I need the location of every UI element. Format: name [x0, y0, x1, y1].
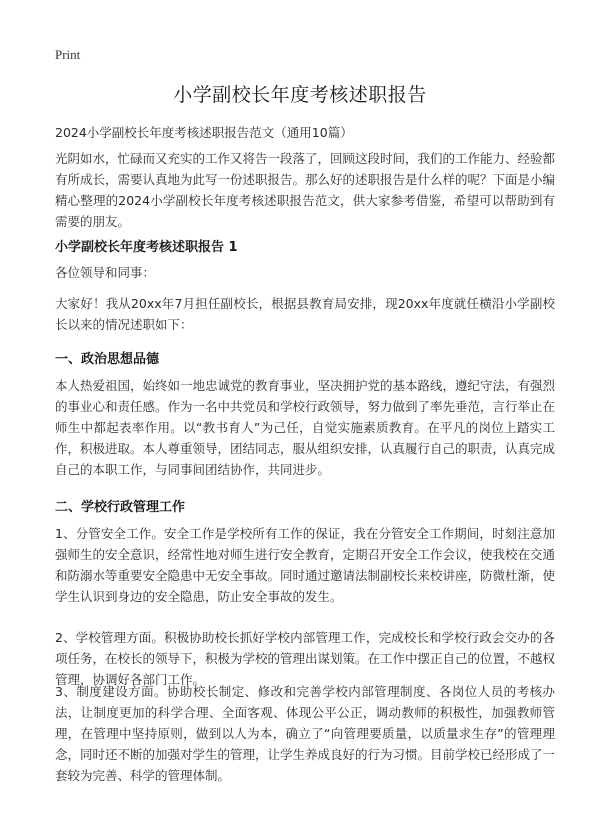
- section-heading-administration: 二、学校行政管理工作: [55, 500, 186, 515]
- list-item: 3、制度建设方面。协助校长制定、修改和完善学校内部管理制度、各岗位人员的考核办法，让制度更加的科学合理、全面客观、体现公平公正，调动教师的积极性，加强教师管理，在管理中坚持原则，做到以人为本，确立了“向管理要质量，以质量求生存”的管理理念，同时还不断的加强对学生的管理，让学生养成良好的行为习惯。目前学校已经形成了一套较为完善、科学的管理体制。: [55, 684, 556, 783]
- section-heading-politics: 一、政治思想品德: [55, 352, 160, 367]
- opening-paragraph: 大家好！我从20xx年7月担任副校长，根据县教育局安排，现20xx年度就任横沿小学副校长以来的情况述职如下：: [55, 296, 555, 332]
- list-item: 1、分管安全工作。安全工作是学校所有工作的保证，我在分管安全工作期间，时刻注意加强师生的安全意识，经常性地对师生进行安全教育，定期召开安全工作会议，使我校在交通和防溺水等重要安全隐患中无安全事故。同时通过邀请法制副校长来校讲座，防微杜渐，使学生认识到身边的安全隐患，防止安全事故的发生。: [55, 526, 556, 604]
- print-label[interactable]: Print: [55, 47, 81, 62]
- section-body-politics: 本人热爱祖国，始终如一地忠诚党的教育事业，坚决拥护党的基本路线，遵纪守法，有强烈的事业心和责任感。作为一名中共党员和学校行政领导，努力做到了率先垂范，言行举止在师生中都起表率作用。以“教书育人”为己任，自觉实施素质教育。在平凡的岗位上踏实工作，积极进取。本人尊重领导，团结同志，服从组织安排，认真履行自己的职责，认真完成自己的本职工作，与同事间团结协作，共同进步。: [55, 378, 556, 477]
- report-heading: 小学副校长年度考核述职报告 1: [55, 240, 238, 255]
- document-subtitle: 2024小学副校长年度考核述职报告范文（通用10篇）: [55, 125, 353, 140]
- page-title: 小学副校长年度考核述职报告: [173, 84, 427, 106]
- intro-paragraph: 光阴如水，忙碌而又充实的工作又将告一段落了，回顾这段时间，我们的工作能力、经验都有所成长，需要认真地为此写一份述职报告。那么好的述职报告是什么样的呢？下面是小编精心整理的2024小学副校长年度考核述职报告范文，供大家参考借鉴，希望可以帮助到有需要的朋友。: [55, 151, 556, 229]
- greeting: 各位领导和同事：: [55, 265, 156, 280]
- list-item: 2、学校管理方面。积极协助校长抓好学校内部管理工作，完成校长和学校行政会交办的各项任务，在校长的领导下，积极为学校的管理出谋划策。在工作中摆正自己的位置，不越权管理，协调好各部门工作。: [55, 630, 556, 687]
